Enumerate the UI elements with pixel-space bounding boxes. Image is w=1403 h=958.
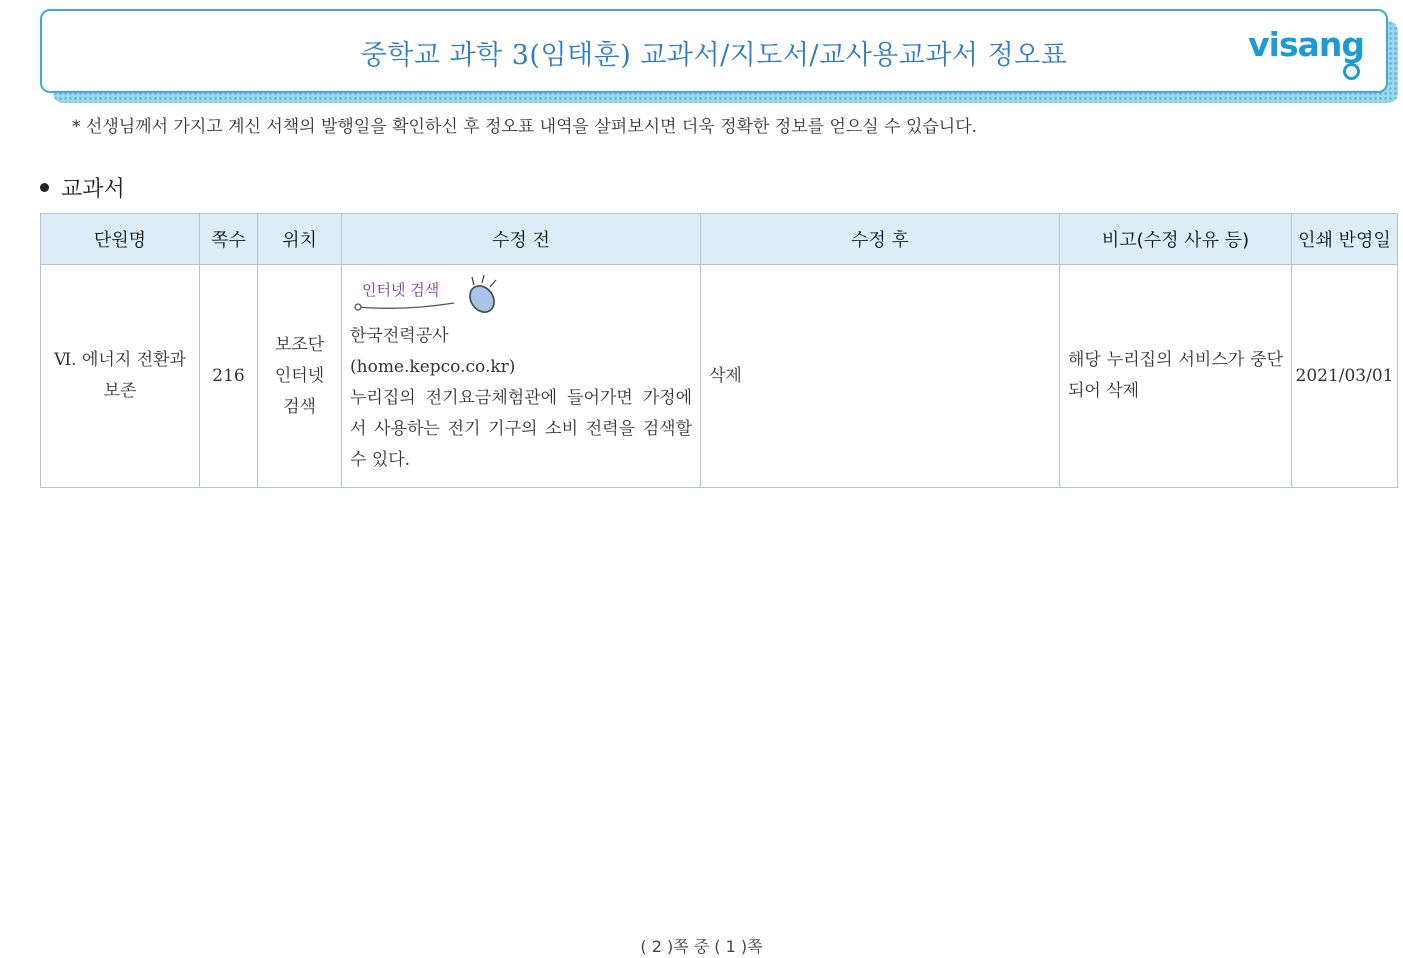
- badge-cable: [358, 303, 454, 308]
- title-box: [40, 9, 1388, 93]
- header-unit: 단원명: [41, 214, 200, 265]
- page-title: 중학교 과학 3(임태훈) 교과서/지도서/교사용교과서 정오표: [360, 40, 1068, 71]
- section-title: 교과서: [61, 177, 125, 202]
- cell-note: 해당 누리집의 서비스가 중단되어 삭제: [1060, 265, 1292, 488]
- badge-plug: [355, 304, 361, 310]
- before-line3: 누리집의 전기요금체험관에 들어가면 가정에서 사용하는 전기 기구의 소비 전력을 검색할 수 있다.: [350, 388, 692, 470]
- before-line1: 한국전력공사: [350, 326, 449, 346]
- errata-table: [40, 213, 1398, 488]
- page-footer: ( 2 )쪽 중 ( 1 )쪽: [640, 937, 763, 956]
- header-note: 비고(수정 사유 등): [1060, 214, 1292, 265]
- internet-search-badge: [354, 273, 504, 319]
- cell-position: [258, 265, 342, 488]
- logo-dot: [1343, 63, 1360, 80]
- badge-label: 인터넷 검색: [362, 281, 440, 299]
- before-line2: (home.kepco.co.kr): [350, 357, 516, 377]
- cell-after: 삭제: [701, 265, 1060, 488]
- unit-line2: 보존: [103, 381, 137, 401]
- header-before: 수정 전: [342, 214, 701, 265]
- position-line2: 인터넷: [274, 365, 325, 386]
- table-header-row: [41, 214, 1398, 265]
- unit-line1: Ⅵ. 에너지 전환과: [54, 350, 186, 370]
- logo-text: visang: [1248, 25, 1364, 64]
- cell-page: 216: [200, 265, 258, 488]
- title-banner: [40, 9, 1398, 103]
- click-lines: [472, 275, 496, 287]
- table-row: [41, 265, 1398, 488]
- header-page: 쪽수: [200, 214, 258, 265]
- header-after: 수정 후: [701, 214, 1060, 265]
- mouse-icon: [465, 281, 499, 317]
- position-line3: 검색: [283, 396, 316, 417]
- cell-date: 2021/03/01: [1292, 265, 1398, 488]
- section-heading: [40, 172, 125, 203]
- header-position: 위치: [258, 214, 342, 265]
- visang-logo: [1248, 25, 1364, 75]
- bullet-icon: [40, 183, 49, 192]
- cell-unit: [41, 265, 200, 488]
- notice-text: * 선생님께서 가지고 계신 서책의 발행일을 확인하신 후 정오표 내역을 살펴보시면 더욱 정확한 정보를 얻으실 수 있습니다.: [72, 117, 978, 137]
- position-line1: 보조단: [274, 334, 325, 355]
- cell-before: [342, 265, 701, 488]
- header-date: 인쇄 반영일: [1292, 214, 1398, 265]
